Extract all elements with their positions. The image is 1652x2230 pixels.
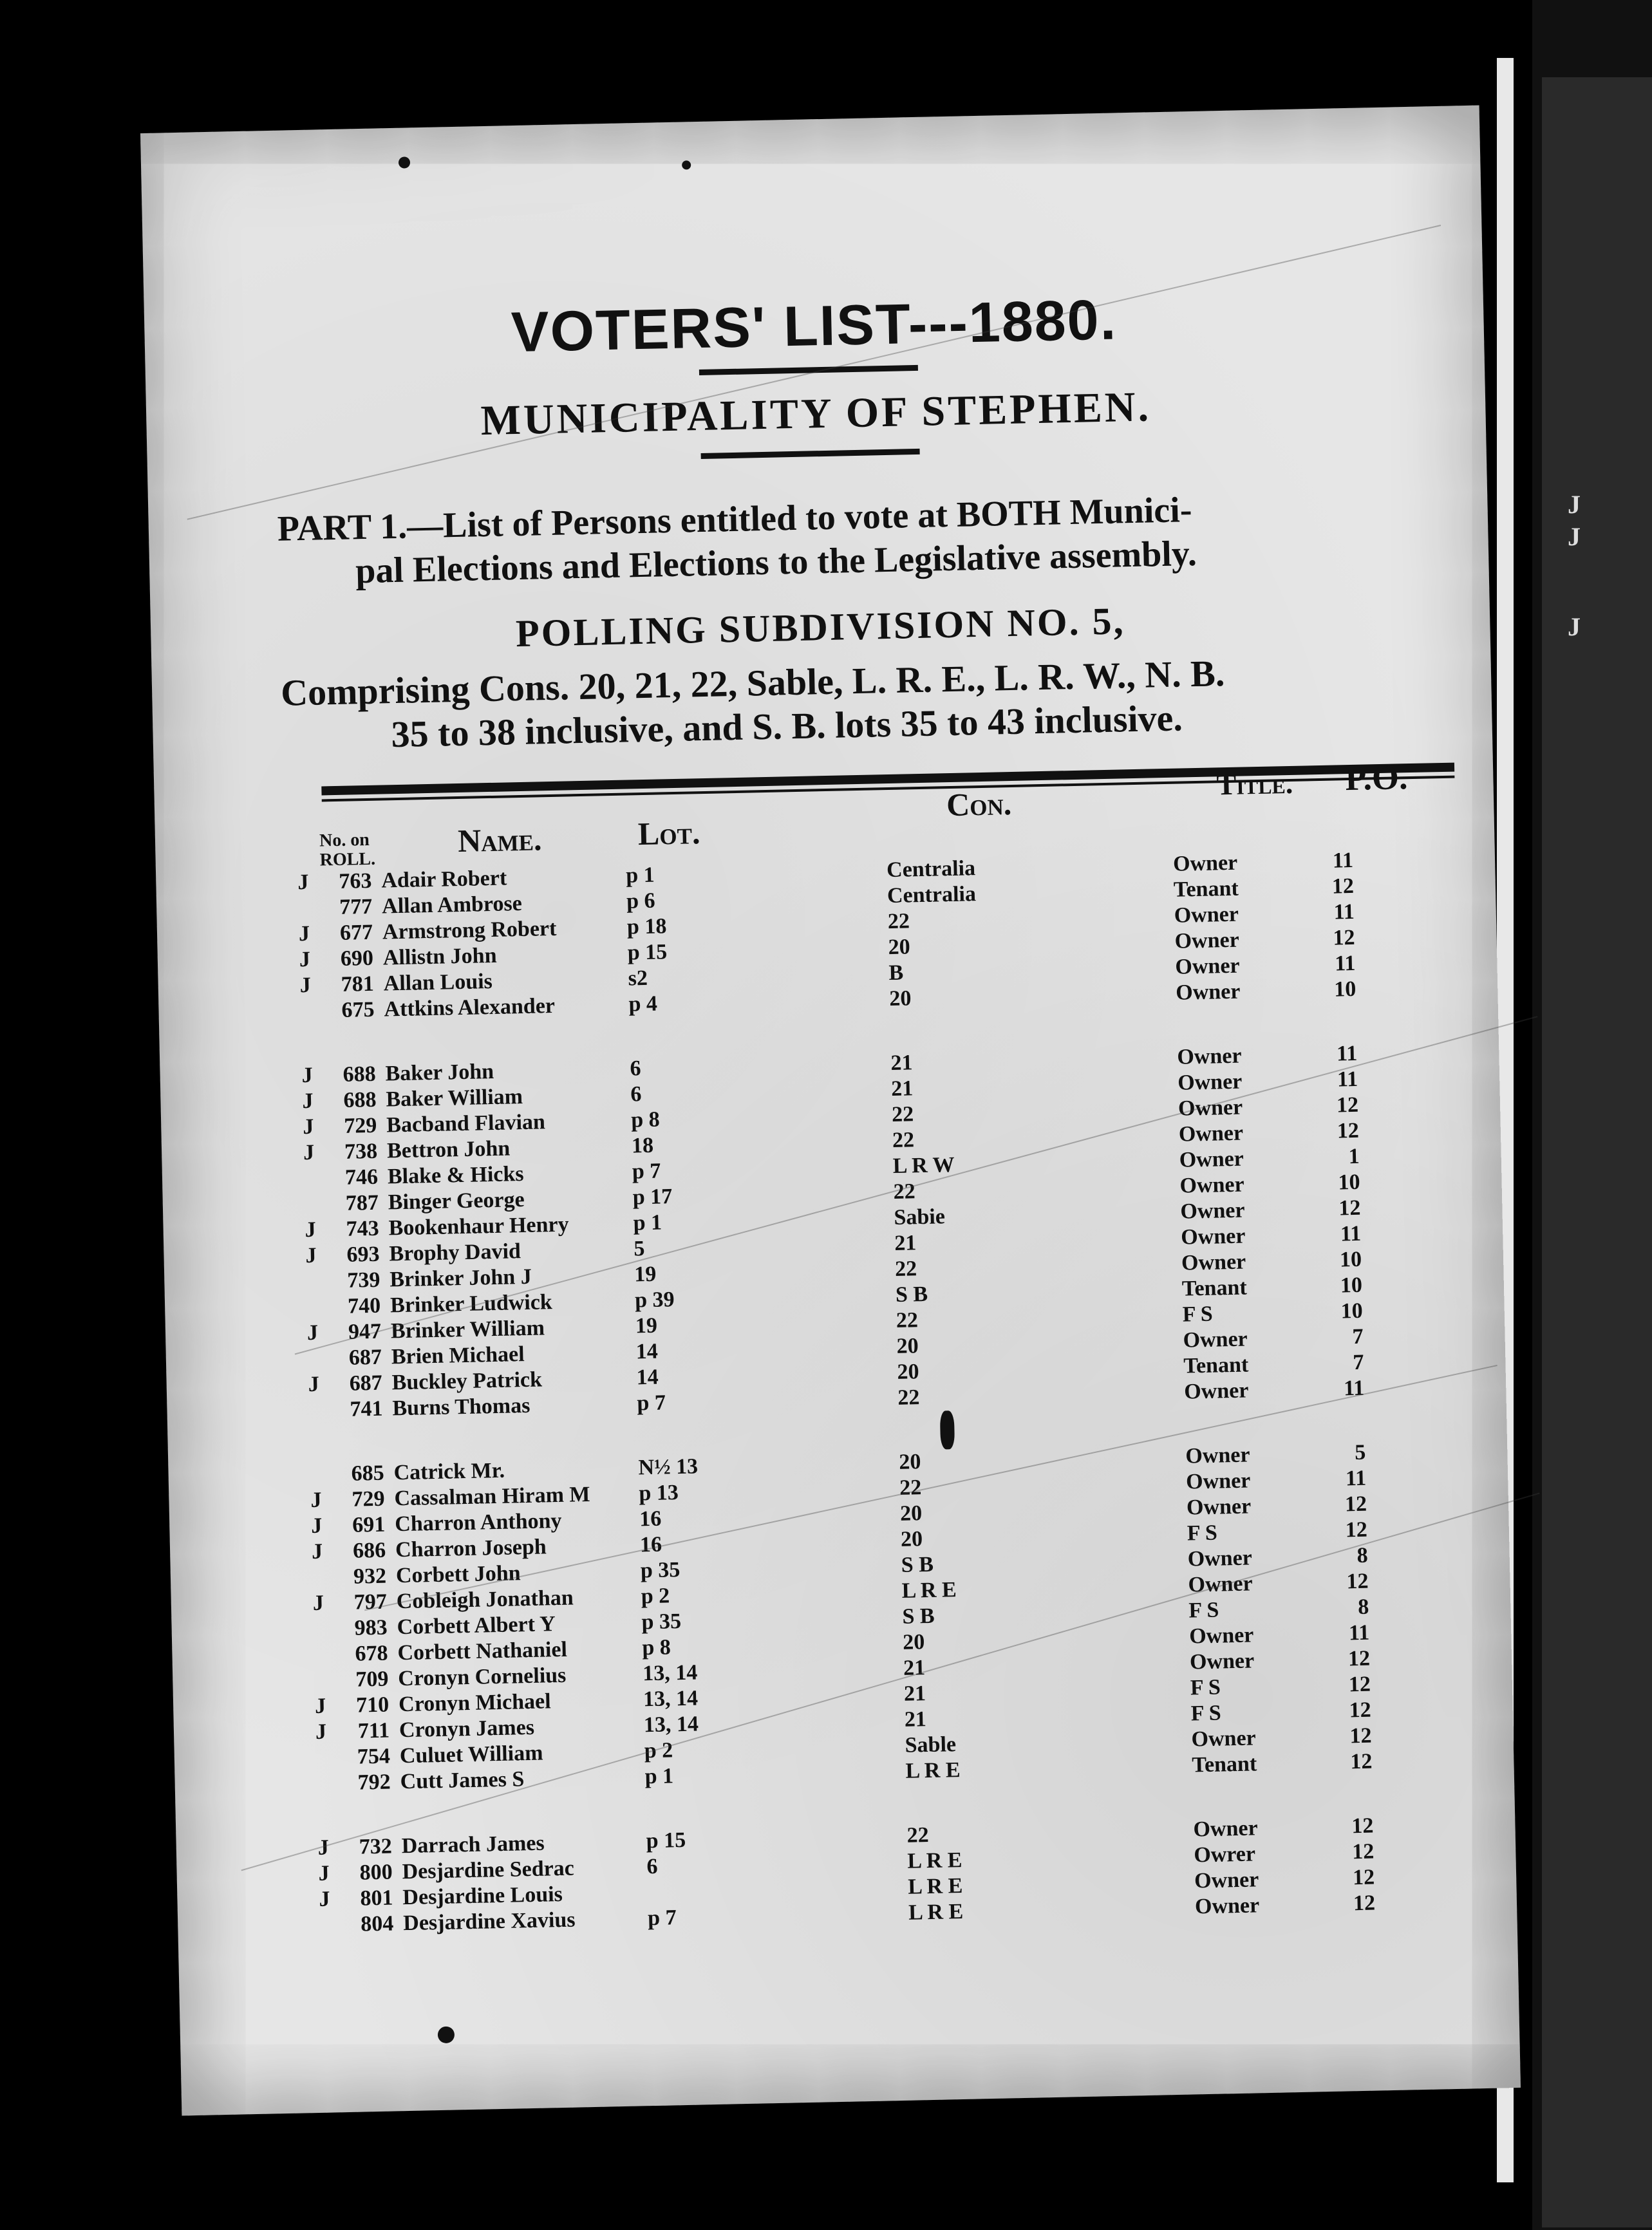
voter-po: 11 [1345,1466,1367,1491]
voter-name: Allan Louis [383,969,493,996]
voter-con: 21 [904,1707,927,1732]
voter-roll-number: 983 [354,1615,388,1640]
voter-j-mark: J [317,1835,330,1860]
voter-name: Brinker Ludwick [390,1290,553,1318]
voter-roll-number: 691 [352,1512,386,1537]
voter-j-mark: J [298,921,310,946]
voter-j-mark: J [311,1539,323,1564]
voter-roll-number: 739 [346,1268,380,1293]
voter-lot: p 7 [647,1906,677,1931]
voter-lot: 14 [636,1365,659,1390]
voter-roll-number: 687 [349,1371,383,1396]
voter-po: 10 [1338,1170,1360,1195]
municipality-rule [701,449,920,459]
voter-j-mark: J [315,1719,327,1744]
voter-lot: N½ 13 [638,1454,699,1480]
voter-po: 12 [1349,1749,1373,1774]
voter-con: L R E [908,1899,964,1925]
voter-j-mark [304,1192,323,1193]
voter-con: S B [901,1552,934,1577]
voter-j-mark: J [306,1320,319,1345]
voter-j-mark: J [308,1372,320,1397]
ink-spot [399,156,410,168]
voter-name: Allistn John [382,943,497,970]
voter-con: 21 [894,1231,917,1255]
voter-roll-number: 787 [345,1190,379,1215]
voter-lot: p 35 [641,1609,682,1635]
voter-title: Owner [1183,1327,1248,1353]
voter-po: 12 [1337,1118,1360,1143]
voter-po: 11 [1340,1221,1362,1246]
voter-j-mark [306,1269,325,1270]
voter-po: 10 [1339,1247,1362,1272]
voter-con: 20 [899,1501,923,1526]
voter-title: Owner [1185,1443,1250,1468]
voter-po: 12 [1351,1839,1375,1864]
voter-roll-number: 738 [344,1139,378,1164]
voter-lot: 16 [639,1506,662,1532]
voter-name: Binger George [388,1187,525,1215]
voter-con: 20 [902,1630,925,1654]
voter-lot: p 8 [642,1635,671,1660]
voter-con: 22 [899,1476,922,1500]
voter-j-mark: J [299,947,311,972]
voter-title: Owner [1172,850,1238,876]
voter-lot: p 1 [625,863,655,888]
voter-roll-number: 781 [341,971,375,997]
voter-roll-number: 709 [355,1667,389,1692]
voter-name: Bookenhaur Henry [388,1212,569,1241]
voter-po: 11 [1333,899,1355,924]
voter-name: Bacband Flavian [386,1110,546,1138]
voter-con: B [888,960,904,986]
voter-j-mark: J [299,973,312,998]
voter-title: Tenant [1173,876,1239,902]
voter-title: Owner [1174,902,1239,928]
voter-roll-number: 710 [355,1692,390,1718]
voter-lot: 5 [634,1237,645,1261]
voter-con: L R W [892,1152,955,1178]
voter-lot: 13, 14 [642,1660,698,1686]
voter-con: S B [895,1282,928,1307]
voter-lot: 13, 14 [643,1712,699,1738]
voter-j-mark [313,1616,332,1617]
voter-roll-number: 800 [359,1860,393,1885]
voter-j-mark: J [312,1591,324,1616]
voter-title: Owner [1175,979,1241,1005]
voter-po: 5 [1354,1440,1366,1465]
voter-con: L R E [907,1848,962,1873]
voter-roll-number: 792 [357,1770,391,1795]
comprising-line-1: Comprising Cons. 20, 21, 22, Sable, L. R. E., L. R. W., N. B. [280,652,1225,714]
voter-name: Desjardine Xavius [402,1907,576,1936]
voter-con: 21 [890,1051,913,1076]
adjacent-page [1542,77,1652,2227]
voter-po: 11 [1334,951,1356,976]
voter-j-mark [312,1565,332,1566]
voter-lot: 19 [635,1313,658,1338]
voter-j-mark [298,896,317,897]
voter-po: 10 [1340,1298,1364,1324]
voter-roll-number: 690 [340,946,374,971]
voter-po: 10 [1340,1273,1363,1298]
voter-name: Burns Thomas [392,1393,530,1421]
voter-po: 8 [1356,1543,1369,1568]
voter-lot: p 8 [630,1107,661,1132]
adjacent-page-letter: J [1568,612,1581,641]
ink-spot [682,160,691,169]
voter-j-mark: J [310,1513,323,1539]
voter-j-mark [314,1668,333,1669]
column-header-no-on-roll [319,830,376,870]
voter-po: 12 [1353,1891,1376,1916]
voter-title: Owner [1179,1147,1244,1172]
column-header-po: P.O. [1344,758,1409,798]
voter-name: Brinker William [390,1316,545,1344]
voter-title: Owner [1188,1571,1253,1597]
voter-roll-number: 746 [344,1165,379,1190]
voter-name: Cutt James S [400,1767,525,1794]
voter-po: 11 [1336,1041,1358,1066]
voter-po: 7 [1352,1324,1364,1349]
comprising-description [281,646,1473,759]
voter-title: Owner [1178,1095,1243,1121]
voter-title: F S [1182,1302,1214,1327]
voter-title: Owner [1187,1546,1253,1571]
voter-po: 12 [1349,1723,1372,1748]
voter-roll-number: 797 [353,1589,388,1615]
voter-name: Adair Robert [380,866,507,893]
voter-name: Cobleigh Jonathan [396,1586,574,1614]
voter-con: Centralia [886,856,976,883]
voter-po: 12 [1347,1646,1371,1671]
voter-po: 11 [1343,1376,1365,1401]
voter-title: Tenant [1183,1353,1249,1378]
voter-lot: p 1 [644,1764,674,1789]
voter-title: Owner [1194,1868,1259,1893]
column-header-con: Con. [946,785,1012,823]
voter-title: Owner [1180,1224,1246,1250]
voter-name: Cronyn Cornelius [397,1663,567,1691]
voter-name: Armstrong Robert [382,916,557,944]
scratch-line [187,225,1441,520]
voter-j-mark: J [310,1488,322,1513]
voter-lot: p 6 [626,888,655,914]
voter-name: Charron Anthony [394,1508,562,1537]
voter-roll-number: 932 [353,1564,387,1589]
voter-con: Sabie [894,1204,946,1230]
voter-title: Owner [1177,1069,1243,1095]
voter-roll-number: 686 [352,1538,386,1563]
voter-po: 11 [1348,1620,1370,1645]
voter-lot: p 15 [646,1828,686,1853]
voter-title: Owner [1189,1649,1255,1674]
ink-spot [438,2027,455,2044]
municipality-heading: MUNICIPALITY OF STEPHEN. [480,383,1152,445]
header-no-on-roll-line1: No. on [319,829,370,851]
voter-roll-number: 777 [339,894,373,919]
voter-title: Tenant [1181,1275,1248,1301]
voter-name: Desjardine Louis [402,1882,563,1910]
polling-subdivision: POLLING SUBDIVISION NO. 5, [515,599,1126,655]
voter-con: Sable [905,1732,957,1757]
voter-j-mark: J [303,1140,315,1165]
voter-con: 22 [897,1385,920,1410]
voter-j-mark [315,1745,335,1746]
voter-lot: 19 [634,1262,657,1287]
voter-j-mark: J [319,1887,330,1911]
voter-po: 11 [1332,848,1354,873]
voter-name: Culuet William [399,1741,543,1768]
voter-roll-number: 687 [348,1345,382,1370]
voter-lot: p 35 [640,1558,681,1583]
voter-con: 22 [887,909,910,934]
voter-name: Catrick Mr. [393,1458,505,1485]
voter-con: 21 [890,1076,914,1101]
voter-name: Attkins Alexander [384,993,556,1022]
voter-roll-number: 804 [360,1911,394,1936]
voter-j-mark: J [314,1694,326,1718]
voter-name: Blake & Hicks [387,1162,524,1189]
part-line-1: PART 1.—List of Persons entitled to vote at BOTH Munici- [277,490,1192,549]
voter-name: Cronyn Michael [398,1689,551,1717]
voter-title: Owner [1191,1726,1257,1752]
voter-title: Owner [1185,1468,1251,1494]
voter-name: Desjardine Sedrac [402,1856,575,1884]
voter-title: F S [1187,1521,1218,1546]
voter-po: 12 [1346,1569,1369,1594]
voter-con: L R E [901,1578,957,1603]
voter-con: L R E [907,1873,963,1899]
voter-j-mark: J [305,1217,317,1242]
voter-con: 21 [903,1682,926,1706]
voter-lot: 14 [635,1339,659,1364]
voter-lot: p 4 [628,991,658,1017]
voter-lot: p 2 [641,1584,670,1609]
voter-lot: p 1 [633,1210,662,1235]
voter-po: 12 [1351,1813,1374,1839]
voter-roll-number: 711 [357,1718,390,1743]
voter-title: Owner [1176,1044,1242,1069]
voter-po: 11 [1337,1067,1358,1092]
voter-j-mark [314,1642,333,1643]
voter-name: Corbett John [395,1561,521,1588]
voter-name: Cronyn James [399,1715,535,1743]
voter-title: Tenant [1192,1752,1257,1777]
voter-roll-number: 947 [348,1319,382,1344]
voter-j-mark: J [302,1089,314,1114]
voter-con: L R E [905,1758,961,1783]
voter-roll-number: 685 [351,1461,385,1486]
voter-title: Owner [1180,1198,1245,1224]
column-header-title: Title. [1216,766,1293,801]
voter-title: Owner [1183,1378,1249,1404]
voter-j-mark: J [318,1861,330,1886]
voter-con: S B [902,1604,935,1629]
voter-lot: 16 [639,1532,662,1557]
voter-title: Owner [1175,953,1240,979]
voter-name: Bettron John [386,1136,511,1163]
voter-roll-number: 754 [357,1744,391,1769]
voter-name: Baker William [386,1085,523,1112]
voter-roll-number: 740 [347,1293,381,1318]
voter-roll-number: 677 [339,920,373,945]
voter-title: F S [1190,1675,1221,1700]
voter-roll-number: 678 [355,1641,388,1666]
voter-title: Owner [1174,928,1240,953]
voter-po: 12 [1352,1865,1375,1890]
voter-roll-number: 732 [359,1834,393,1859]
voter-name: Allan Ambrose [381,891,523,919]
voter-name: Brien Michael [391,1342,525,1369]
voter-con: 22 [896,1308,919,1333]
voter-title: Owrer [1193,1842,1256,1868]
voter-title: Owner [1178,1121,1244,1147]
adjacent-page-letter: J [1568,522,1581,551]
voter-lot: p 13 [639,1481,679,1506]
voter-title: Owner [1193,1816,1258,1842]
voter-roll-number: 729 [343,1113,377,1138]
voter-roll-number: 729 [352,1486,385,1512]
voter-lot: 13, 14 [643,1686,699,1712]
document-title: VOTERS' LIST---1880. [510,287,1118,364]
voter-con: Centralia [887,882,977,908]
voter-lot: p 39 [634,1288,675,1313]
voter-con: 22 [894,1257,917,1281]
voter-title: F S [1188,1598,1219,1623]
voter-lot: p 7 [637,1391,666,1416]
voter-lot: 6 [630,1082,642,1107]
voter-con: 21 [903,1656,926,1680]
voter-roll-number: 763 [338,868,372,894]
voter-con: 20 [896,1334,919,1358]
voter-roll-number: 801 [360,1886,393,1911]
voter-name: Charron Joseph [395,1535,547,1562]
voter-con: 22 [893,1179,916,1204]
voter-title: Owner [1179,1172,1245,1198]
voter-po: 12 [1331,874,1355,899]
voter-po: 12 [1336,1092,1359,1118]
voter-lot: p 7 [632,1159,661,1184]
voter-roll-number: 688 [343,1087,377,1112]
voter-name: Darrach James [401,1831,545,1859]
voter-po: 12 [1348,1672,1371,1697]
voter-j-mark [310,1462,329,1463]
voter-roll-number: 743 [346,1216,380,1241]
voter-lot: p 17 [632,1185,673,1210]
voter-name: Cassalman Hiram M [394,1482,590,1511]
voter-lot: p 15 [627,940,668,965]
voter-po: 7 [1352,1350,1364,1375]
ink-blot [940,1410,955,1449]
column-header-lot: Lot. [637,814,700,852]
voter-roll-number: 688 [343,1062,377,1087]
voter-title: F S [1190,1701,1222,1726]
document-page [140,106,1521,2116]
voter-j-mark [300,999,319,1000]
voter-po: 10 [1333,977,1356,1002]
voter-name: Corbett Nathaniel [397,1637,568,1665]
voter-title: Owner [1194,1893,1260,1919]
voter-j-mark [316,1771,335,1772]
voter-con: 20 [888,935,911,960]
voter-con: 22 [892,1128,915,1152]
voter-lot: s2 [628,966,648,991]
voter-roll-number: 741 [350,1396,383,1421]
voter-roll-number: 693 [346,1242,380,1267]
header-no-on-roll-line2: ROLL. [319,848,376,870]
voter-po: 12 [1338,1195,1361,1221]
voter-j-mark: J [301,1063,314,1088]
voter-po: 12 [1344,1492,1367,1517]
voter-title: Owner [1188,1623,1254,1649]
voter-lot: p 2 [644,1738,673,1763]
voter-po: 8 [1357,1595,1369,1620]
voter-po: 12 [1333,925,1355,950]
part-description [277,482,1469,595]
voter-title: Owner [1186,1494,1252,1520]
voter-con: 20 [899,1450,921,1474]
voter-con: 20 [889,986,912,1011]
voter-j-mark: J [302,1114,314,1139]
voter-con: 20 [900,1527,923,1551]
voter-name: Baker John [385,1059,494,1086]
voter-con: 22 [906,1823,929,1848]
comprising-line-2: 35 to 38 inclusive, and S. B. lots 35 to 43 inclusive. [390,697,1183,756]
voter-po: 12 [1345,1517,1368,1542]
voter-lot: 6 [630,1056,641,1081]
adjacent-page-letter: J [1568,490,1581,519]
voter-po: 12 [1349,1698,1372,1723]
voter-name: Buckley Patrick [391,1367,543,1395]
part-line-2: pal Elections and Elections to the Legislative assembly. [355,533,1197,592]
column-header-name: Name. [457,821,542,859]
voter-con: 22 [891,1102,914,1127]
voter-lot: 6 [646,1854,658,1879]
voter-j-mark: J [305,1243,317,1268]
voter-roll-number: 675 [341,997,375,1022]
voter-name: Brinker John J [389,1264,532,1292]
voter-lot: p 18 [626,914,667,939]
voter-lot: 18 [631,1133,654,1158]
voter-name: Brophy David [389,1239,521,1266]
voter-con: 20 [897,1360,919,1384]
voter-title: Owner [1181,1250,1246,1275]
voter-j-mark: J [297,870,309,895]
voter-po: 1 [1348,1144,1360,1169]
voter-name: Corbett Albert Y [397,1612,556,1640]
